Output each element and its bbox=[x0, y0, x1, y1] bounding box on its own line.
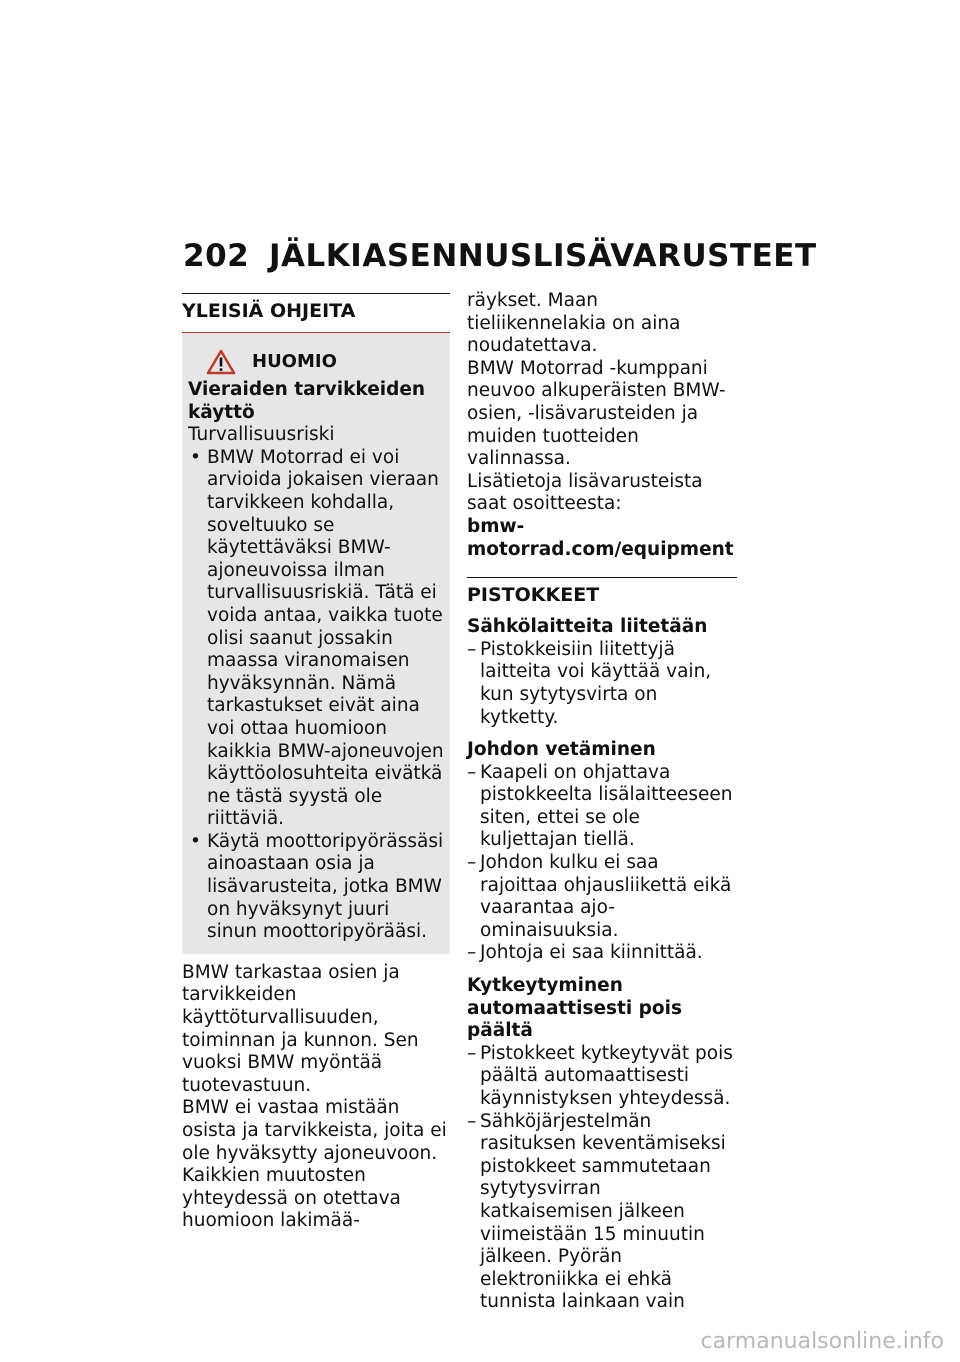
section-title-general: YLEISIÄ OHJEITA bbox=[182, 300, 356, 322]
list-item: – Pistokkeisiin liitettyjä laitteita voi käyttää vain, kun sytytysvirta on kytketty. bbox=[467, 639, 737, 729]
subheading: Johdon vetäminen bbox=[467, 739, 656, 761]
body-paragraph: BMW tarkastaa osien ja tarvikkeiden käyttöturvallisuuden, toiminnan ja kunnon. Sen vuoksi BMW myöntää tuotevastuun. bbox=[182, 961, 419, 1096]
subheading: Kytkeytyminen automaattisesti pois päältä bbox=[467, 975, 682, 1042]
notice-heading: Vieraiden tarvikkeiden käyttö bbox=[188, 379, 426, 423]
body-paragraph: räykset. Maan tieliikennelakia on aina noudatettava. bbox=[467, 290, 681, 357]
body-paragraph: Kaikkien muutosten yhteydessä on otettava huomioon lakimää- bbox=[182, 1165, 401, 1232]
list-item: • Käytä moottoripyörässäsi ainoastaan osia ja lisävarusteita, jotka BMW on hyväksynyt juuri sinun moottoripyörääsi. bbox=[188, 831, 444, 944]
notice-bullets bbox=[188, 447, 444, 944]
list-item: – Johdon kulku ei saa rajoittaa ohjausliikettä eikä vaarantaa ajo-ominaisuuksia. bbox=[467, 852, 737, 942]
notice-risk: Turvallisuusriski bbox=[188, 424, 335, 446]
body-paragraph: Lisätietoja lisävarusteista saat osoitteesta: bbox=[467, 470, 703, 515]
list-item: – Kaapeli on ohjattava pistokkeelta lisälaitteeseen siten, ettei se ole kuljettajan tiellä. bbox=[467, 762, 737, 852]
section-title-sockets: PISTOKKEET bbox=[467, 584, 600, 607]
list-item: – Pistokkeet kytkeytyvät pois päältä automaattisesti käynnistyksen yhteydessä. bbox=[467, 1043, 737, 1111]
notice-header bbox=[206, 349, 444, 375]
dash-list bbox=[467, 639, 737, 729]
dash-list bbox=[467, 1043, 737, 1314]
notice-box bbox=[182, 333, 450, 954]
equipment-link[interactable]: bmw-motorrad.com/equipment bbox=[467, 515, 734, 560]
list-item: – Sähköjärjestelmän rasituksen keventämiseksi pistokkeet sammutetaan sytytysvirran katkaisemisen jälkeen viimeistään 15 minuutin jälkeen. Pyörän elektroniikka ei ehkä tunnista lainkaan vain bbox=[467, 1111, 737, 1314]
page-number: 202 bbox=[183, 238, 250, 274]
list-item: • BMW Motorrad ei voi arvioida jokaisen vieraan tarvikkeen kohdalla, soveltuuko se käytettäväksi BMW-ajoneuvoissa ilman turvallisuusriskiä. Tätä ei voida antaa, vaikka tuote olisi saanut jossakin maassa viranomaisen hyväksynnän. Nämä tarkastukset eivät aina voi ottaa huomioon kaikkia BMW-ajoneuvojen käyttöolosuhteita eivätkä ne tästä syystä ole riittäviä. bbox=[188, 447, 444, 831]
list-item: – Johtoja ei saa kiinnittää. bbox=[467, 942, 737, 965]
dash-list bbox=[467, 762, 737, 965]
watermark: carmanualsonline.info bbox=[700, 1329, 944, 1354]
notice-label: HUOMIO bbox=[252, 350, 337, 372]
subheading: Sähkölaitteita liitetään bbox=[467, 616, 708, 638]
left-column bbox=[182, 293, 450, 1233]
body-paragraph: BMW ei vastaa mistään osista ja tarvikkeista, joita ei ole hyväksytty ajoneuvoon. bbox=[182, 1097, 447, 1164]
body-paragraph: BMW Motorrad -kumppani neuvoo alkuperäisten BMW-osien, -lisävarusteiden ja muiden tuotteiden valinnassa. bbox=[467, 357, 726, 470]
chapter-title: JÄLKIASENNUSLISÄVARUSTEET bbox=[269, 238, 817, 274]
page-header bbox=[183, 238, 817, 274]
warning-triangle-icon bbox=[206, 349, 236, 375]
right-column bbox=[467, 290, 737, 1314]
